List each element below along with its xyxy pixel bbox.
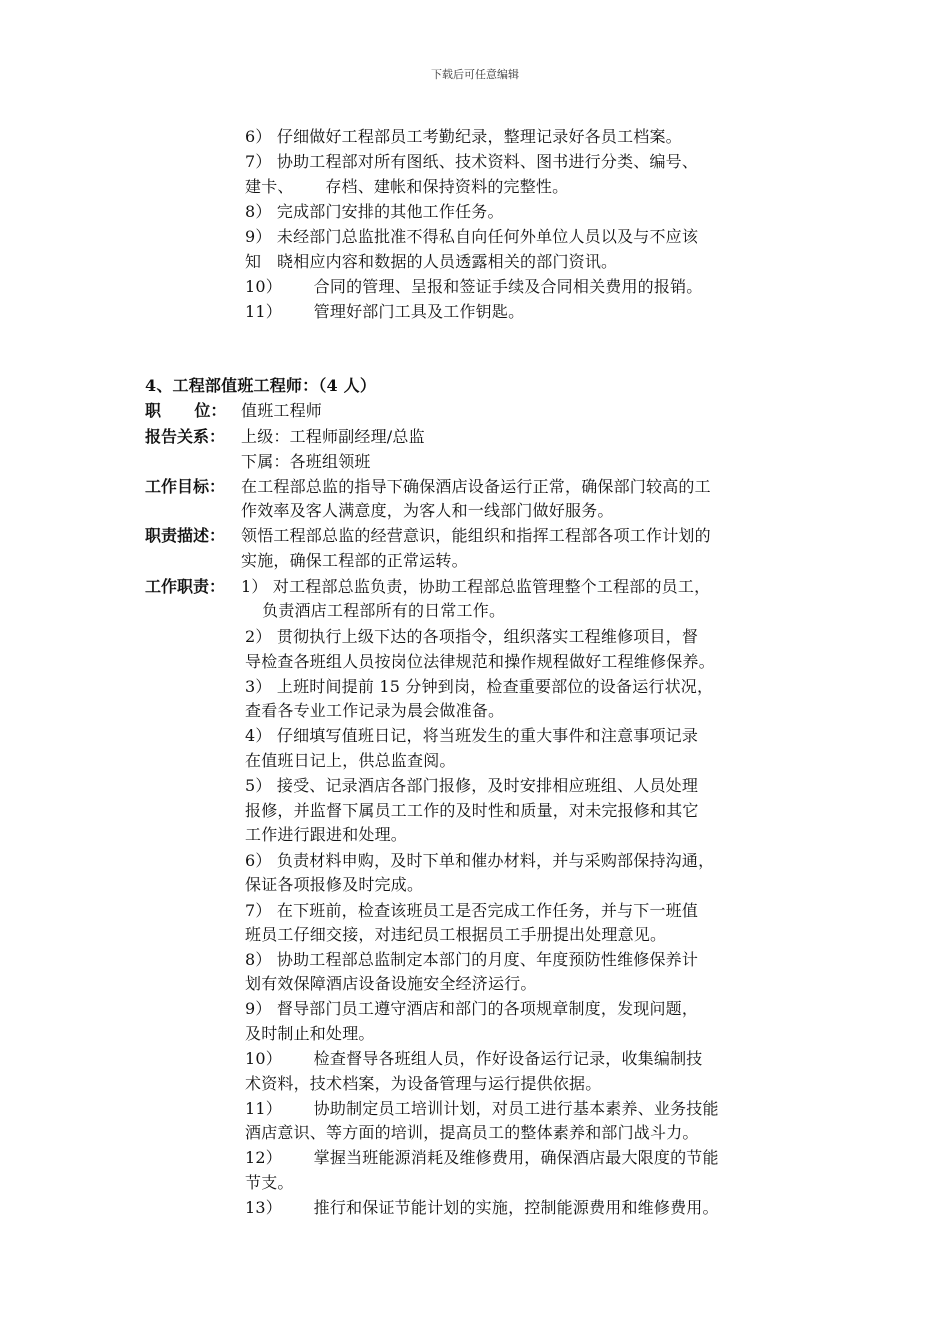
duty-line: 10） 检查督导各班组人员，作好设备运行记录，收集编制技 [245,1049,703,1068]
duty-line: 在值班日记上，供总监查阅。 [245,751,456,770]
prev-item-8: 8） 完成部门安排的其他工作任务。 [245,202,504,221]
duty-line: 7） 在下班前，检查该班员工是否完成工作任务，并与下一班值 [245,901,699,920]
report-label: 报告关系： [145,427,226,446]
duty-line: 查看各专业工作记录为晨会做准备。 [245,701,505,720]
duty-line: 保证各项报修及时完成。 [245,875,424,894]
duty-line: 及时制止和处理。 [245,1024,375,1043]
section-heading: 4、工程部值班工程师：（4 人） [145,376,377,395]
duties-label: 工作职责： [145,577,226,596]
duty-line: 8） 协助工程部总监制定本部门的月度、年度预防性维修保养计 [245,950,699,969]
duty-line: 划有效保障酒店设备设施安全经济运行。 [245,974,537,993]
duty-line: 13） 推行和保证节能计划的实施，控制能源费用和维修费用。 [245,1198,719,1217]
goal-label: 工作目标： [145,477,226,496]
prev-item-7-cont: 建卡、 存档、建帐和保持资料的完整性。 [245,177,569,196]
duty-line: 酒店意识、等方面的培训，提高员工的整体素养和部门战斗力。 [245,1123,699,1142]
duty-line: 3） 上班时间提前 15 分钟到岗，检查重要部位的设备运行状况， [245,677,714,696]
duty-line: 1） 对工程部总监负责，协助工程部总监管理整个工程部的员工， [241,577,711,596]
duty-line: 12） 掌握当班能源消耗及维修费用，确保酒店最大限度的节能 [245,1148,719,1167]
prev-item-9: 9） 未经部门总监批准不得私自向任何外单位人员以及与不应该 [245,227,699,246]
duty-line: 2） 贯彻执行上级下达的各项指令，组织落实工程维修项目，督 [245,627,699,646]
desc-line: 领悟工程部总监的经营意识，能组织和指挥工程部各项工作计划的 [241,526,711,545]
duty-line: 报修，并监督下属员工工作的及时性和质量，对未完报修和其它 [245,801,699,820]
prev-item-7: 7） 协助工程部对所有图纸、技术资料、图书进行分类、编号、 [245,152,699,171]
duty-line: 6） 负责材料申购，及时下单和催办材料，并与采购部保持沟通， [245,851,715,870]
report-superior: 上级：工程师副经理/总监 [241,427,425,446]
prev-item-6: 6） 仔细做好工程部员工考勤纪录，整理记录好各员工档案。 [245,127,682,146]
position-value: 值班工程师 [241,401,323,420]
duty-line: 术资料，技术档案，为设备管理与运行提供依据。 [245,1074,602,1093]
duty-line: 9） 督导部门员工遵守酒店和部门的各项规章制度，发现问题， [245,999,699,1018]
position-label: 职 位： [145,401,227,420]
prev-item-11: 11） 管理好部门工具及工作钥匙。 [245,302,525,321]
prev-item-10: 10） 合同的管理、呈报和签证手续及合同相关费用的报销。 [245,277,703,296]
duty-line: 4） 仔细填写值班日记，将当班发生的重大事件和注意事项记录 [245,726,699,745]
duty-line: 导检查各班组人员按岗位法律规范和操作规程做好工程维修保养。 [245,652,715,671]
header-note: 下载后可任意编辑 [431,68,519,81]
duty-line: 负责酒店工程部所有的日常工作。 [241,601,506,620]
duty-line: 工作进行跟进和处理。 [245,825,408,844]
goal-line: 在工程部总监的指导下确保酒店设备运行正常，确保部门较高的工 [241,477,711,496]
desc-line: 实施，确保工程部的正常运转。 [241,551,468,570]
desc-label: 职责描述： [145,526,226,545]
goal-line: 作效率及客人满意度，为客人和一线部门做好服务。 [241,501,614,520]
duty-line: 11） 协助制定员工培训计划，对员工进行基本素养、业务技能 [245,1099,719,1118]
prev-item-9-cont: 知 晓相应内容和数据的人员透露相关的部门资讯。 [245,252,618,271]
duty-line: 班员工仔细交接，对违纪员工根据员工手册提出处理意见。 [245,925,667,944]
duty-line: 节支。 [245,1173,294,1192]
report-subordinate: 下属：各班组领班 [241,452,371,471]
duty-line: 5） 接受、记录酒店各部门报修，及时安排相应班组、人员处理 [245,776,699,795]
